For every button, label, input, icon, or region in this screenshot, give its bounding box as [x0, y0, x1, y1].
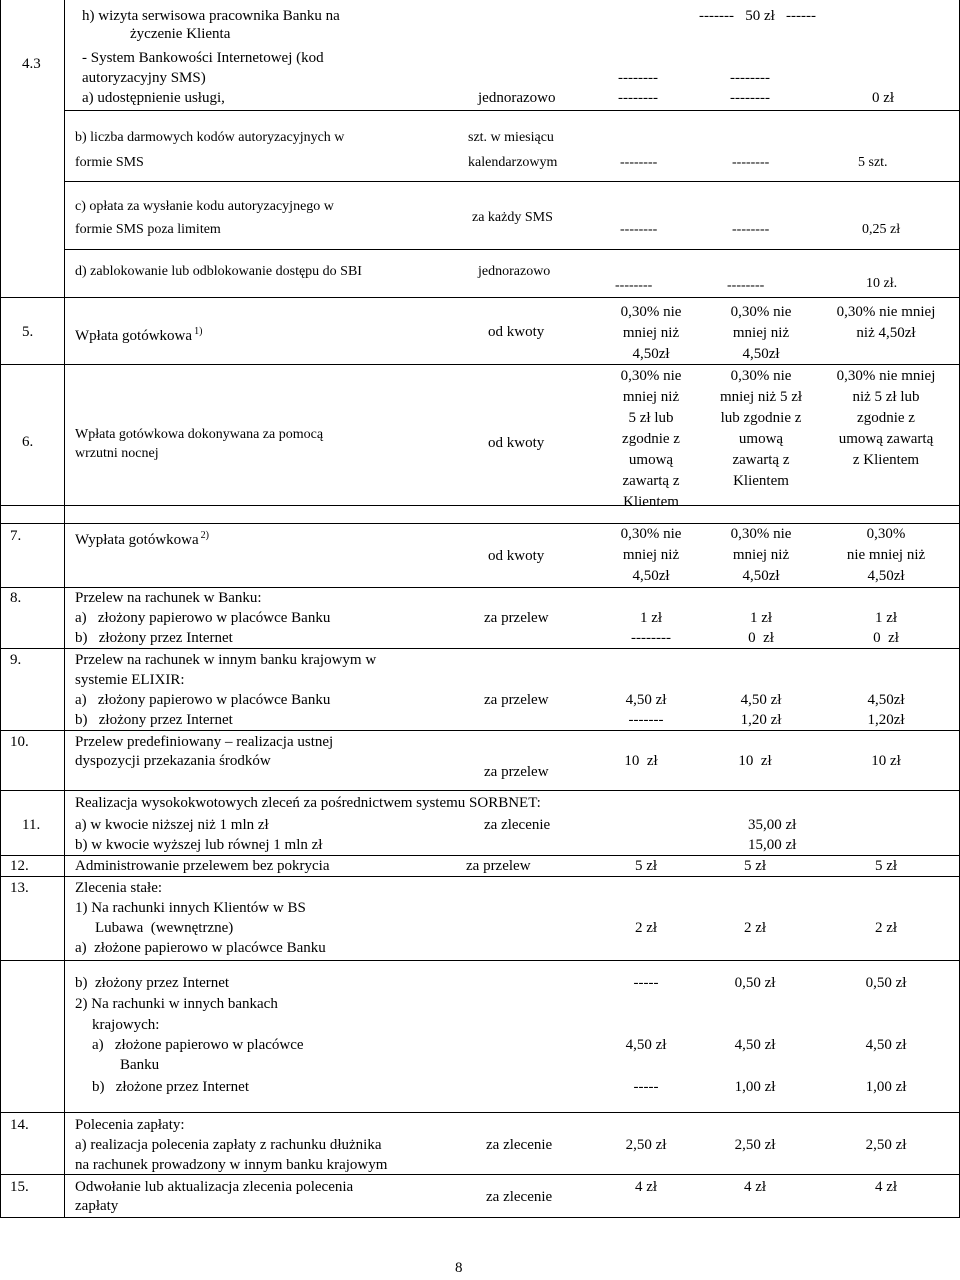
standing-orders-external-b-c2: 1,00 zł	[734, 1079, 776, 1095]
row-number: 9.	[10, 652, 22, 668]
cash-deposit-c1: 0,30% nie mniej niż 4,50zł	[620, 304, 682, 362]
row-number: 7.	[10, 528, 22, 544]
direct-debit-title: Polecenia zapłaty:	[75, 1117, 185, 1133]
sbi-b-c2: --------	[732, 155, 770, 170]
direct-debit-cancel-label: Odwołanie lub aktualizacja zlecenia polecenia	[75, 1179, 354, 1195]
cash-withdrawal-basis: od kwoty	[488, 548, 545, 564]
transfer-in-bank-basis: za przelew	[484, 610, 549, 626]
standing-orders-external-b: b) złożone przez Internet	[92, 1079, 249, 1095]
standing-orders-internal-a-c2: 2 zł	[743, 920, 767, 936]
night-safe-label: Wpłata gotówkowa dokonywana za pomocą	[75, 427, 324, 442]
cash-withdrawal-c3: 0,30% nie mniej niż 4,50zł	[846, 526, 926, 584]
transfer-in-bank-a-c1: 1 zł	[639, 610, 663, 626]
standing-orders-external-b-c3: 1,00 zł	[865, 1079, 907, 1095]
elixir-title-2: systemie ELIXIR:	[75, 672, 185, 688]
h-service-visit-value: ------- 50 zł ------	[698, 8, 816, 24]
predefined-transfer-c2: 10 zł	[738, 753, 772, 769]
sbi-b-label: b) liczba darmowych kodów autoryzacyjnych w	[75, 130, 345, 145]
standing-orders-external-2: krajowych:	[92, 1017, 160, 1033]
row-number: 15.	[10, 1179, 29, 1195]
elixir-basis: za przelew	[484, 692, 549, 708]
transfer-in-bank-a-c2: 1 zł	[749, 610, 773, 626]
elixir-b: b) złożony przez Internet	[75, 712, 233, 728]
sbi-d-c2: --------	[727, 278, 765, 293]
cash-withdrawal-c2: 0,30% nie mniej niż 4,50zł	[730, 526, 792, 584]
direct-debit-c1: 2,50 zł	[625, 1137, 667, 1153]
sbi-a-c3: 0 zł	[872, 90, 895, 106]
sbi-b-basis-2: kalendarzowym	[468, 155, 558, 170]
standing-orders-external-a-c3: 4,50 zł	[865, 1037, 907, 1053]
sorbnet-a-label: a) w kwocie niższej niż 1 mln zł	[75, 817, 269, 833]
overdraft-transfer-c2: 5 zł	[743, 858, 767, 874]
direct-debit-cancel-c3: 4 zł	[874, 1179, 898, 1195]
sorbnet-b-label: b) w kwocie wyższej lub równej 1 mln zł	[75, 837, 323, 853]
overdraft-transfer-label: Administrowanie przelewem bez pokrycia	[75, 858, 330, 874]
cash-deposit-c2: 0,30% nie mniej niż 4,50zł	[730, 304, 792, 362]
sbi-a-label: a) udostępnienie usługi,	[82, 90, 225, 106]
sbi-c-label-2: formie SMS poza limitem	[75, 222, 221, 237]
direct-debit-c3: 2,50 zł	[865, 1137, 907, 1153]
overdraft-transfer-c1: 5 zł	[634, 858, 658, 874]
standing-orders-internal-b-c1: -----	[633, 975, 659, 991]
standing-orders-internal-a: a) złożone papierowo w placówce Banku	[75, 940, 326, 956]
cash-withdrawal-label: Wypłata gotówkowa $^{2)}$	[75, 530, 209, 548]
row-number: 10.	[10, 734, 29, 750]
transfer-in-bank-b: b) złożony przez Internet	[75, 630, 233, 646]
standing-orders-external-a-c2: 4,50 zł	[734, 1037, 776, 1053]
sbi-a-c1: --------	[618, 90, 658, 106]
sbi-b-c1: --------	[620, 155, 658, 170]
elixir-a-c1: 4,50 zł	[625, 692, 667, 708]
h-service-visit-label: h) wizyta serwisowa pracownika Banku na	[82, 8, 340, 24]
standing-orders-internal-a-c3: 2 zł	[874, 920, 898, 936]
standing-orders-title: Zlecenia stałe:	[75, 880, 163, 896]
transfer-in-bank-b-c3: 0 zł	[873, 630, 899, 646]
elixir-a-c3: 4,50zł	[867, 692, 905, 708]
direct-debit-cancel-c1: 4 zł	[634, 1179, 658, 1195]
direct-debit-cancel-c2: 4 zł	[743, 1179, 767, 1195]
row-number: 13.	[10, 880, 29, 896]
standing-orders-external-a-2: Banku	[120, 1057, 160, 1073]
row-number: 4.3	[22, 56, 41, 72]
sbi-d-basis: jednorazowo	[478, 264, 551, 279]
standing-orders-external-a: a) złożone papierowo w placówce	[92, 1037, 304, 1053]
direct-debit-a-2: na rachunek prowadzony w innym banku krajowym	[75, 1157, 388, 1173]
row-number: 6.	[22, 434, 34, 450]
row-number: 8.	[10, 590, 22, 606]
sbi-c2: --------	[618, 70, 658, 86]
direct-debit-cancel-label-2: zapłaty	[75, 1198, 119, 1214]
predefined-transfer-label: Przelew predefiniowany – realizacja ustnej	[75, 734, 334, 750]
night-safe-label-2: wrzutni nocnej	[75, 446, 159, 461]
direct-debit-a: a) realizacja polecenia zapłaty z rachunku dłużnika	[75, 1137, 382, 1153]
direct-debit-c2: 2,50 zł	[734, 1137, 776, 1153]
night-safe-basis: od kwoty	[488, 435, 545, 451]
elixir-a: a) złożony papierowo w placówce Banku	[75, 692, 331, 708]
predefined-transfer-label-2: dyspozycji przekazania środków	[75, 753, 271, 769]
page-number: 8	[455, 1260, 463, 1276]
row-number: 12.	[10, 858, 29, 874]
standing-orders-external: 2) Na rachunki w innych bankach	[75, 996, 278, 1012]
standing-orders-internal-b-c3: 0,50 zł	[865, 975, 907, 991]
sbi-c-c1: --------	[620, 222, 658, 237]
transfer-in-bank-a: a) złożony papierowo w placówce Banku	[75, 610, 331, 626]
sbi-c-c2: --------	[732, 222, 770, 237]
sbi-a-basis: jednorazowo	[478, 90, 556, 106]
elixir-b-c3: 1,20zł	[867, 712, 905, 728]
sorbnet-a-value: 35,00 zł	[748, 817, 797, 833]
night-safe-c2: 0,30% nie mniej niż 5 zł lub zgodnie z umową zawartą z Klientem	[719, 368, 803, 489]
standing-orders-internal-2: Lubawa (wewnętrzne)	[95, 920, 234, 936]
sbi-b-c3: 5 szt.	[858, 155, 888, 170]
h-service-visit-label-2: życzenie Klienta	[130, 26, 231, 42]
sbi-c-c3: 0,25 zł	[862, 222, 901, 237]
elixir-a-c2: 4,50 zł	[740, 692, 782, 708]
row-number: 11.	[22, 817, 41, 833]
standing-orders-internal: 1) Na rachunki innych Klientów w BS	[75, 900, 306, 916]
elixir-b-c2: 1,20 zł	[740, 712, 782, 728]
direct-debit-cancel-basis: za zlecenie	[486, 1189, 553, 1205]
overdraft-transfer-c3: 5 zł	[874, 858, 898, 874]
row-number: 14.	[10, 1117, 29, 1133]
cash-withdrawal-c1: 0,30% nie mniej niż 4,50zł	[620, 526, 682, 584]
predefined-transfer-c3: 10 zł	[871, 753, 901, 769]
transfer-in-bank-title: Przelew na rachunek w Banku:	[75, 590, 262, 606]
cash-deposit-label: Wpłata gotówkowa $^{1)}$	[75, 326, 203, 344]
standing-orders-external-b-c1: -----	[633, 1079, 659, 1095]
standing-orders-internal-a-c1: 2 zł	[634, 920, 658, 936]
cash-deposit-c3: 0,30% nie mniej niż 4,50zł	[836, 304, 936, 341]
sbi-section-title-2: autoryzacyjny SMS)	[82, 70, 206, 86]
sbi-b-basis: szt. w miesiącu	[468, 130, 554, 145]
sorbnet-title: Realizacja wysokokwotowych zleceń za pośrednictwem systemu SORBNET:	[75, 795, 541, 811]
sbi-d-c1: --------	[615, 278, 653, 293]
overdraft-transfer-basis: za przelew	[466, 858, 531, 874]
sbi-b-label-2: formie SMS	[75, 155, 144, 170]
night-safe-c1: 0,30% nie mniej niż 5 zł lub zgodnie z umową zawartą z Klientem	[620, 368, 682, 510]
sorbnet-b-value: 15,00 zł	[748, 837, 797, 853]
sbi-c3: --------	[730, 70, 770, 86]
night-safe-c3: 0,30% nie mniej niż 5 zł lub zgodnie z umową zawartą z Klientem	[836, 368, 936, 468]
sbi-c-label: c) opłata za wysłanie kodu autoryzacyjnego w	[75, 199, 334, 214]
transfer-in-bank-b-c1: --------	[631, 630, 671, 646]
standing-orders-internal-b-c2: 0,50 zł	[734, 975, 776, 991]
elixir-title: Przelew na rachunek w innym banku krajowym w	[75, 652, 377, 668]
predefined-transfer-c1: 10 zł	[624, 753, 658, 769]
standing-orders-external-a-c1: 4,50 zł	[625, 1037, 667, 1053]
transfer-in-bank-b-c2: 0 zł	[748, 630, 774, 646]
cash-deposit-basis: od kwoty	[488, 324, 545, 340]
elixir-b-c1: -------	[628, 712, 664, 728]
standing-orders-internal-b: b) złożony przez Internet	[75, 975, 230, 991]
sorbnet-basis: za zlecenie	[484, 817, 551, 833]
transfer-in-bank-a-c3: 1 zł	[874, 610, 898, 626]
predefined-transfer-basis: za przelew	[484, 764, 549, 780]
sbi-d-label: d) zablokowanie lub odblokowanie dostępu do SBI	[75, 264, 362, 279]
sbi-d-c3: 10 zł.	[866, 276, 898, 291]
sbi-a-c2: --------	[730, 90, 770, 106]
sbi-c-basis: za każdy SMS	[472, 210, 553, 225]
row-number: 5.	[22, 324, 34, 340]
direct-debit-basis: za zlecenie	[486, 1137, 553, 1153]
sbi-section-title: - System Bankowości Internetowej (kod	[82, 50, 324, 66]
